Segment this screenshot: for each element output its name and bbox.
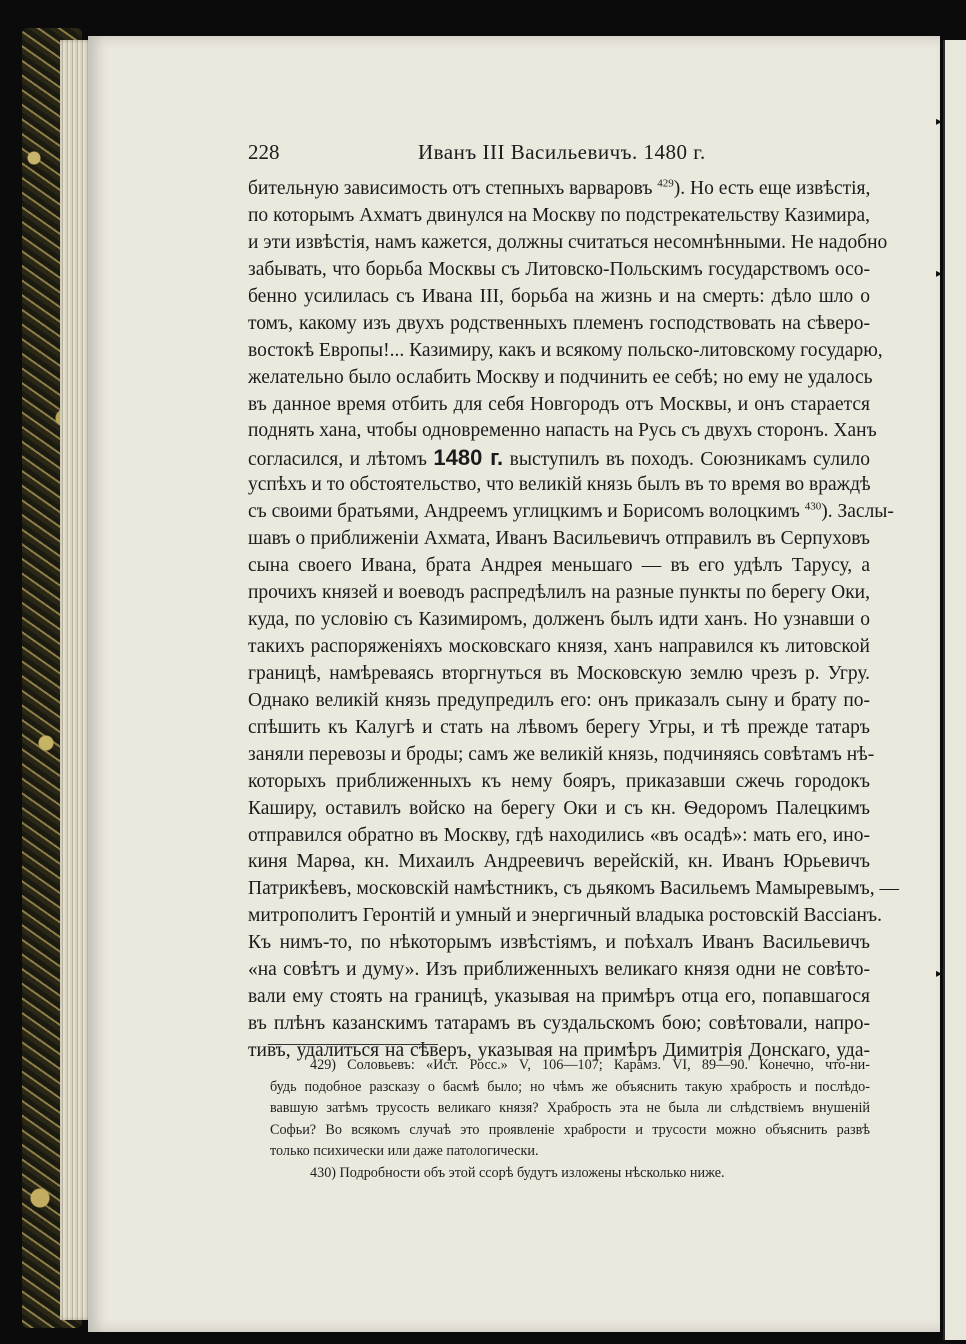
text-line [248,392,870,419]
text-line [248,984,870,1011]
text-segment: ). Но есть еще извѣстія, [673,178,871,199]
footnote-line: только психически или даже патологически. [270,1143,539,1159]
text-line [248,176,870,203]
text-line [248,230,888,257]
text-segment: томъ, какому изъ двухъ родственныхъ племенъ господствовать на сѣверо- [248,312,870,334]
text-line [248,769,870,796]
text-line [248,580,870,607]
footnote-ref: 429 [657,177,674,190]
text-line [248,796,870,823]
text-line [248,688,870,715]
text-segment: прочихъ князей и воеводъ распредѣлилъ на разные пункты по берегу Оки, [248,582,870,604]
text-line [248,203,870,230]
text-segment: киня Марѳа, кн. Михаилъ Андреевичъ верейскій, кн. Иванъ Юрьевичъ [248,851,870,873]
text-segment: ). Заслы- [821,501,894,523]
page-number: 228 [248,140,280,164]
text-segment: Къ нимъ-то, по нѣкоторымъ извѣстіямъ, и поѣхалъ Иванъ Васильевичъ [248,932,870,954]
text-line [248,499,894,526]
text-line [248,445,870,472]
text-segment: заняли перевозы и броды; самъ же великій князь, подчиняясь совѣтамъ нѣ- [248,743,875,765]
text-segment: шавъ о приближеніи Ахмата, Иванъ Васильевичъ отправилъ въ Серпуховъ [248,528,870,550]
text-segment: въ плѣнъ казанскимъ татарамъ въ суздальскомъ бою; совѣтовали, напро- [248,1013,870,1035]
facing-page-edge [943,40,966,1340]
text-line [248,876,899,903]
text-segment: «на совѣтъ и думу». Изъ приближенныхъ великаго князя одни не совѣто- [248,959,870,981]
text-segment: которыхъ приближенныхъ къ нему бояръ, приказавши сжечь городокъ [248,770,870,792]
text-line [248,338,883,365]
text-line [248,526,870,553]
text-line [248,930,870,957]
text-segment: вали ему стоять на границѣ, указывая на примѣръ отца его, попавшагося [248,986,870,1008]
text-segment: и эти извѣстія, намъ кажется, должны считаться несомнѣнными. Не надобно [248,231,888,253]
footnote-line: Софьи? Во всякомъ случаѣ это проявленіе храбрости и трусости можно объяснить развѣ [270,1121,870,1138]
text-segment: забывать, что борьба Москвы съ Литовско-Польскимъ государствомъ осо- [248,258,870,280]
text-line [248,553,870,580]
text-segment: выступилъ въ походъ. Союзникамъ сулило [503,449,870,471]
text-line [248,1011,870,1038]
page-marker-icon: ▸ [936,266,943,280]
text-segment: поднять хана, чтобы одновременно напасть на Русь съ двухъ сторонъ. Ханъ [248,420,877,442]
text-line [248,418,877,445]
text-segment: Каширу, оставилъ войско на берегу Оки и съ кн. Ѳедоромъ Палецкимъ [248,797,870,819]
text-line [248,661,870,688]
text-segment: въ данное время отбить для себя Новгородъ отъ Москвы, и онъ старается [248,393,870,415]
text-segment: по которымъ Ахматъ двинулся на Москву по подстрекательству Казимира, [248,204,870,226]
text-segment: сына своего Ивана, брата Андрея меньшаго — въ его удѣлъ Тарусу, а [248,555,870,577]
text-segment: бительную зависимость отъ степныхъ варваровъ [248,178,658,199]
text-segment: куда, по условію съ Казимиромъ, долженъ былъ идти ханъ. Но узнавши о [248,609,870,630]
text-line [248,284,870,311]
text-line [248,823,870,850]
footnote-line: будь подобное разсказу о басмѣ было; но чѣмъ же объяснить такую храбрость и послѣдо- [270,1078,870,1095]
text-line [248,311,870,338]
text-line [248,257,870,284]
text-segment: бенно усилилась съ Ивана III, борьба на жизнь и на смерть: дѣло шло о [248,285,870,307]
page-header [248,140,868,170]
footnotes [270,1055,870,1184]
text-segment: тивъ, удалиться на сѣверъ, указывая на примѣръ Димитрія Донскаго, уда- [248,1040,870,1061]
page-marker-icon: ▸ [936,966,943,980]
footnote-ref: 430 [804,500,822,513]
text-line [248,607,870,634]
text-segment: желательно было ослабить Москву и подчинить ее себѣ; но ему не удалось [248,366,873,388]
text-line [248,742,875,769]
text-line [248,849,870,876]
year-emphasis: 1480 г. [433,445,504,471]
text-segment: границѣ, намѣреваясь вторгнуться въ Московскую землю чрезъ р. Угру. [248,662,870,684]
footnote-line: 429) Соловьевъ: «Ист. Росс.» V, 106—107; Карамз. VI, 89—90. Конечно, что-ни- [310,1057,870,1073]
footnote-line: вавшую затѣмъ трусость великаго князя? Храбрость эта не была ли слѣдствіемъ внушеній [270,1100,870,1116]
main-text [248,176,899,1065]
text-segment: съ своими братьями, Андреемъ углицкимъ и Борисомъ волоцкимъ [248,501,805,523]
text-line [248,957,870,984]
text-line [248,472,870,499]
text-segment: Однако великій князь предупредилъ его: онъ приказалъ сыну и брату по- [248,689,870,711]
text-line [248,634,870,661]
text-segment: успѣхъ и то обстоятельство, что великій князь былъ въ то время во враждѣ [248,474,871,496]
text-line [248,365,873,392]
page-marker-icon: ▸ [936,114,943,128]
footnote-rule [268,1044,438,1045]
text-segment: такихъ распоряженіяхъ московскаго князя, ханъ направился къ литовской [248,635,870,657]
text-line [248,715,870,742]
running-head: Иванъ III Васильевичъ. 1480 г. [418,140,706,164]
text-segment: востокѣ Европы!... Казимиру, какъ и всякому польско-литовскому государю, [248,339,883,361]
footnote-line: 430) Подробности объ этой ссорѣ будутъ изложены нѣсколько ниже. [310,1164,725,1181]
text-line [248,903,882,930]
text-segment: Патрикѣевъ, московскій намѣстникъ, съ дьякомъ Васильемъ Мамыревымъ, — [248,878,899,900]
text-segment: митрополитъ Геронтій и умный и энергичный владыка ростовскій Вассіанъ. [248,905,882,927]
text-segment: отправился обратно въ Москву, гдѣ находились «въ осадѣ»: мать его, ино- [248,824,870,846]
text-segment: согласился, и лѣтомъ [248,449,434,471]
text-segment: спѣшить къ Калугѣ и стать на лѣвомъ берегу Угры, и тѣ прежде татаръ [248,716,870,738]
